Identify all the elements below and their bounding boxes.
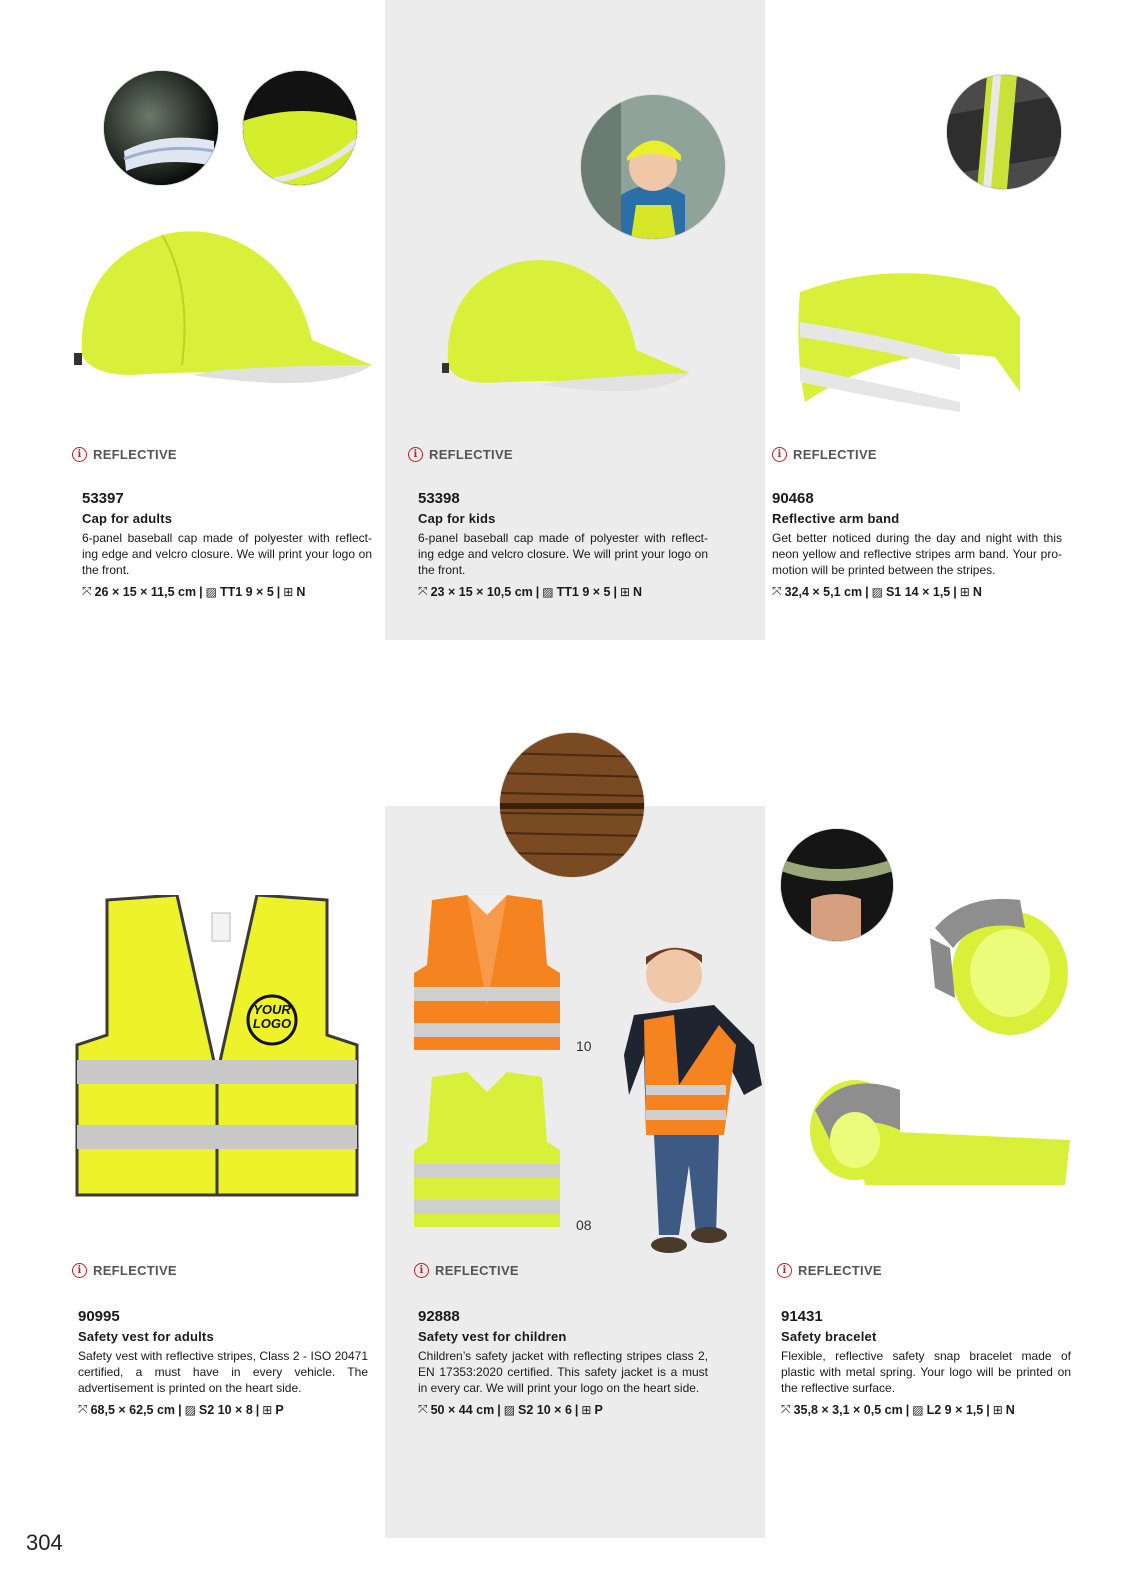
image-print-icon: ▨ xyxy=(912,1402,924,1417)
product-description: Safety vest with reflective stripes, Class 2 - ISO 20471 certified, a must have in every vehicle. The advertisement is printed on the heart side. xyxy=(78,1349,368,1395)
image-print-icon: ▨ xyxy=(503,1402,516,1417)
safety-vest-children-orange-image xyxy=(412,895,562,1055)
reflective-badge xyxy=(772,447,877,462)
product-specs: ⤧ 32,4 × 5,1 cm | ▨ S1 14 × 1,5 | ⊞ N xyxy=(772,584,982,599)
badge-label: REFLECTIVE xyxy=(435,1263,519,1278)
product-print: TT1 9 × 5 xyxy=(219,584,274,599)
reflective-badge xyxy=(72,1263,177,1278)
product-specs: ⤧ 50 × 44 cm | ▨ S2 10 × 6 | ⊞ P xyxy=(418,1402,603,1417)
reflective-badge xyxy=(414,1263,519,1278)
badge-label: REFLECTIVE xyxy=(798,1263,882,1278)
safety-vest-children-yellow-image xyxy=(412,1072,562,1232)
cap-kids-image xyxy=(440,255,700,395)
image-print-icon: ▨ xyxy=(205,584,217,599)
product-card-53398 xyxy=(418,490,708,599)
image-print-icon: ▨ xyxy=(871,584,883,599)
product-pack: N xyxy=(633,584,643,599)
product-name: Safety bracelet xyxy=(781,1329,877,1344)
color-code-orange: 10 xyxy=(576,1038,592,1054)
product-pack: P xyxy=(594,1402,603,1417)
product-pack: N xyxy=(296,584,306,599)
safety-bracelet-flat-image xyxy=(805,1070,1075,1190)
grid-pack-icon: ⊞ xyxy=(992,1402,1003,1417)
product-specs: ⤧ 35,8 × 3,1 × 0,5 cm | ▨ L2 9 × 1,5 | ⊞ N xyxy=(781,1402,1015,1417)
safety-bracelet-rolled-image xyxy=(925,888,1075,1038)
product-dimensions: 32,4 × 5,1 cm xyxy=(784,584,863,599)
product-description: Children’s safety jacket with reflecting stripes class 2, EN 17353:2020 certified. This safety jacket is a must in every car. We will print your logo on the heart side. xyxy=(418,1349,708,1395)
product-description: Get better noticed during the day and night with this neon yellow and reflective stripes arm band. Your pro-motion will be printed between the stripes. xyxy=(772,531,1062,577)
product-pack: N xyxy=(1005,1402,1015,1417)
product-print: S2 10 × 8 xyxy=(198,1402,253,1417)
product-code: 53397 xyxy=(82,490,124,507)
product-specs: ⤧ 23 × 15 × 10,5 cm | ▨ TT1 9 × 5 | ⊞ N xyxy=(418,584,643,599)
product-print: L2 9 × 1,5 xyxy=(926,1402,984,1417)
product-name: Reflective arm band xyxy=(772,511,900,526)
safety-vest-adults-image xyxy=(72,895,362,1205)
badge-label: REFLECTIVE xyxy=(429,447,513,462)
reflective-badge xyxy=(777,1263,882,1278)
arm-band-image xyxy=(795,262,1025,417)
product-specs: ⤧ 26 × 15 × 11,5 cm | ▨ TT1 9 × 5 | ⊞ N xyxy=(82,584,306,599)
product-card-90468 xyxy=(772,490,1062,599)
info-icon: i xyxy=(777,1263,792,1278)
grid-pack-icon: ⊞ xyxy=(283,584,294,599)
product-code: 90995 xyxy=(78,1308,120,1325)
info-icon: i xyxy=(72,1263,87,1278)
product-description: Flexible, reflective safety snap bracelet made of plastic with metal spring. Your logo will be printed on the reflective surface. xyxy=(781,1349,1071,1395)
bracelet-worn-image xyxy=(781,829,893,941)
info-icon: i xyxy=(772,447,787,462)
expand-arrows-icon: ⤧ xyxy=(772,584,782,598)
reflective-badge xyxy=(408,447,513,462)
grid-pack-icon: ⊞ xyxy=(262,1402,273,1417)
expand-arrows-icon: ⤧ xyxy=(78,1402,88,1416)
cap-edge-detail-image xyxy=(243,71,357,185)
product-print: S1 14 × 1,5 xyxy=(885,584,951,599)
reflective-badge xyxy=(72,447,177,462)
child-wearing-cap-image xyxy=(581,95,725,239)
product-specs: ⤧ 68,5 × 62,5 cm | ▨ S2 10 × 8 | ⊞ P xyxy=(78,1402,284,1417)
product-print: TT1 9 × 5 xyxy=(556,584,611,599)
expand-arrows-icon: ⤧ xyxy=(82,584,92,598)
product-card-91431 xyxy=(781,1308,1071,1417)
color-code-yellow: 08 xyxy=(576,1217,592,1233)
expand-arrows-icon: ⤧ xyxy=(418,1402,428,1416)
info-icon: i xyxy=(408,447,423,462)
product-description: 6-panel baseball cap made of polyester with reflect-ing edge and velcro closure. We will print your logo on the front. xyxy=(418,531,708,577)
child-wearing-vest-image xyxy=(624,935,774,1295)
product-code: 91431 xyxy=(781,1308,823,1325)
product-code: 90468 xyxy=(772,490,814,507)
badge-label: REFLECTIVE xyxy=(93,1263,177,1278)
product-pack: P xyxy=(275,1402,284,1417)
badge-label: REFLECTIVE xyxy=(793,447,877,462)
product-print: S2 10 × 6 xyxy=(518,1402,572,1417)
product-dimensions: 35,8 × 3,1 × 0,5 cm xyxy=(793,1402,903,1417)
product-name: Safety vest for children xyxy=(418,1329,567,1344)
product-card-90995 xyxy=(78,1308,368,1417)
product-name: Safety vest for adults xyxy=(78,1329,214,1344)
product-description: 6-panel baseball cap made of polyester with reflect-ing edge and velcro closure. We will print your logo on the front. xyxy=(82,531,372,577)
your-logo-print xyxy=(248,1003,296,1031)
cap-night-detail-image xyxy=(104,71,218,185)
page-number: 304 xyxy=(26,1530,63,1555)
product-card-92888 xyxy=(418,1308,708,1417)
product-dimensions: 68,5 × 62,5 cm xyxy=(90,1402,176,1417)
product-code: 53398 xyxy=(418,490,460,507)
grid-pack-icon: ⊞ xyxy=(959,584,970,599)
arm-band-worn-image xyxy=(947,75,1061,189)
product-code: 92888 xyxy=(418,1308,460,1325)
info-icon: i xyxy=(414,1263,429,1278)
cap-adults-image xyxy=(72,225,382,395)
product-name: Cap for adults xyxy=(82,511,173,526)
grid-pack-icon: ⊞ xyxy=(581,1402,592,1417)
logo-text-line: LOGO xyxy=(252,1016,292,1031)
grid-pack-icon: ⊞ xyxy=(619,584,631,599)
product-name: Cap for kids xyxy=(418,511,496,526)
product-dimensions: 23 × 15 × 10,5 cm xyxy=(430,584,533,599)
fabric-texture-detail-image xyxy=(500,733,644,877)
product-card-53397 xyxy=(82,490,372,599)
logo-text-line: YOUR xyxy=(253,1002,291,1017)
info-icon: i xyxy=(72,447,87,462)
badge-label: REFLECTIVE xyxy=(93,447,177,462)
image-print-icon: ▨ xyxy=(542,584,554,599)
expand-arrows-icon: ⤧ xyxy=(781,1402,791,1416)
product-dimensions: 26 × 15 × 11,5 cm xyxy=(94,584,197,599)
expand-arrows-icon: ⤧ xyxy=(418,584,428,598)
product-pack: N xyxy=(972,584,982,599)
product-dimensions: 50 × 44 cm xyxy=(430,1402,495,1417)
image-print-icon: ▨ xyxy=(184,1402,196,1417)
